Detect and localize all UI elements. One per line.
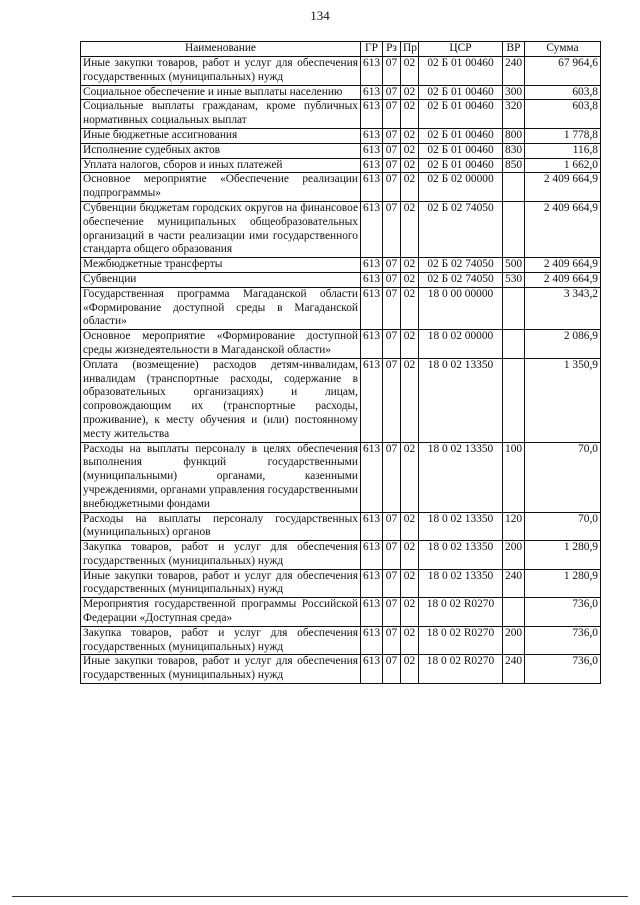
cell-name: Иные бюджетные ассигнования [81,128,361,143]
cell-csr: 18 0 02 13350 [419,512,503,541]
cell-pr: 02 [401,569,419,598]
cell-rz: 07 [383,655,401,684]
table-row [81,272,601,287]
cell-gr: 613 [361,569,383,598]
cell-sum: 736,0 [525,626,601,655]
cell-name: Исполнение судебных актов [81,143,361,158]
cell-pr: 02 [401,287,419,329]
header-pr: Пр [401,42,419,57]
cell-rz: 07 [383,358,401,442]
cell-vr: 200 [503,626,525,655]
cell-pr: 02 [401,512,419,541]
cell-sum: 2 409 664,9 [525,272,601,287]
cell-sum: 736,0 [525,655,601,684]
cell-gr: 613 [361,272,383,287]
cell-name: Государственная программа Магаданской области «Формирование доступной среды в Магаданской области» [81,287,361,329]
cell-sum: 1 662,0 [525,158,601,173]
table-row [81,287,601,329]
cell-csr: 18 0 02 13350 [419,442,503,512]
cell-pr: 02 [401,655,419,684]
cell-csr: 02 Б 01 00460 [419,85,503,100]
cell-rz: 07 [383,569,401,598]
cell-gr: 613 [361,201,383,257]
cell-gr: 613 [361,85,383,100]
cell-gr: 613 [361,655,383,684]
table-row [81,512,601,541]
table-row [81,569,601,598]
cell-name: Закупка товаров, работ и услуг для обеспечения государственных (муниципальных) нужд [81,541,361,570]
cell-rz: 07 [383,258,401,273]
header-vr: ВР [503,42,525,57]
cell-gr: 613 [361,598,383,627]
budget-table [80,41,601,684]
cell-rz: 07 [383,201,401,257]
cell-csr: 02 Б 01 00460 [419,143,503,158]
cell-sum: 1 280,9 [525,569,601,598]
cell-rz: 07 [383,626,401,655]
cell-csr: 18 0 02 13350 [419,358,503,442]
table-row [81,128,601,143]
cell-vr [503,173,525,202]
cell-vr: 500 [503,258,525,273]
cell-name: Субвенции [81,272,361,287]
cell-csr: 18 0 02 00000 [419,330,503,359]
cell-pr: 02 [401,541,419,570]
header-csr: ЦСР [419,42,503,57]
cell-csr: 02 Б 02 00000 [419,173,503,202]
cell-vr: 100 [503,442,525,512]
cell-sum: 1 778,8 [525,128,601,143]
cell-csr: 02 Б 02 74050 [419,272,503,287]
cell-vr: 830 [503,143,525,158]
cell-name: Расходы на выплаты персоналу в целях обеспечения выполнения функций государственными (муниципальными) органами, казенными учреждениями, органами управления государственными внебюджетными фондами [81,442,361,512]
cell-pr: 02 [401,57,419,86]
cell-pr: 02 [401,143,419,158]
cell-vr [503,201,525,257]
header-row [81,42,601,57]
cell-vr: 850 [503,158,525,173]
cell-csr: 18 0 02 R0270 [419,655,503,684]
cell-vr: 240 [503,569,525,598]
table-row [81,598,601,627]
cell-csr: 18 0 02 13350 [419,569,503,598]
cell-rz: 07 [383,143,401,158]
cell-name: Иные закупки товаров, работ и услуг для обеспечения государственных (муниципальных) нужд [81,655,361,684]
cell-sum: 70,0 [525,442,601,512]
cell-rz: 07 [383,128,401,143]
cell-vr: 300 [503,85,525,100]
cell-name: Оплата (возмещение) расходов детям-инвалидам, инвалидам (транспортные расходы, содержание в образовательных организациях) и лицам, сопровождающим их (транспортные расходы, проживание), к месту обучения и (или) постоянному месту жительства [81,358,361,442]
cell-gr: 613 [361,100,383,129]
cell-pr: 02 [401,258,419,273]
cell-sum: 67 964,6 [525,57,601,86]
header-gr: ГР [361,42,383,57]
cell-rz: 07 [383,442,401,512]
cell-rz: 07 [383,598,401,627]
table-row [81,143,601,158]
cell-rz: 07 [383,287,401,329]
header-rz: Рз [383,42,401,57]
cell-rz: 07 [383,173,401,202]
table-row [81,655,601,684]
cell-rz: 07 [383,158,401,173]
cell-vr: 530 [503,272,525,287]
cell-gr: 613 [361,258,383,273]
cell-name: Основное мероприятие «Обеспечение реализации подпрограммы» [81,173,361,202]
cell-gr: 613 [361,626,383,655]
cell-vr: 120 [503,512,525,541]
cell-csr: 02 Б 01 00460 [419,158,503,173]
cell-sum: 1 280,9 [525,541,601,570]
cell-name: Расходы на выплаты персоналу государственных (муниципальных) органов [81,512,361,541]
table-row [81,85,601,100]
table-row [81,541,601,570]
cell-vr: 320 [503,100,525,129]
cell-rz: 07 [383,57,401,86]
cell-name: Социальные выплаты гражданам, кроме публичных нормативных социальных выплат [81,100,361,129]
cell-name: Основное мероприятие «Формирование доступной среды жизнедеятельности в Магаданской области» [81,330,361,359]
cell-vr [503,330,525,359]
header-name: Наименование [81,42,361,57]
cell-vr [503,598,525,627]
table-row [81,258,601,273]
table-row [81,158,601,173]
bottom-rule [12,896,628,897]
cell-pr: 02 [401,128,419,143]
table-row [81,442,601,512]
cell-rz: 07 [383,512,401,541]
cell-name: Иные закупки товаров, работ и услуг для обеспечения государственных (муниципальных) нужд [81,57,361,86]
cell-gr: 613 [361,512,383,541]
cell-gr: 613 [361,158,383,173]
cell-sum: 70,0 [525,512,601,541]
cell-csr: 02 Б 02 74050 [419,201,503,257]
table-row [81,626,601,655]
cell-csr: 02 Б 01 00460 [419,57,503,86]
cell-rz: 07 [383,272,401,287]
cell-csr: 02 Б 01 00460 [419,100,503,129]
cell-gr: 613 [361,442,383,512]
cell-gr: 613 [361,143,383,158]
cell-pr: 02 [401,158,419,173]
cell-gr: 613 [361,173,383,202]
cell-name: Социальное обеспечение и иные выплаты населению [81,85,361,100]
page-number: 134 [310,8,330,23]
cell-pr: 02 [401,201,419,257]
cell-vr [503,287,525,329]
table-row [81,358,601,442]
cell-sum: 2 409 664,9 [525,173,601,202]
cell-csr: 18 0 02 R0270 [419,626,503,655]
cell-sum: 736,0 [525,598,601,627]
cell-pr: 02 [401,85,419,100]
cell-pr: 02 [401,442,419,512]
cell-pr: 02 [401,173,419,202]
cell-sum: 3 343,2 [525,287,601,329]
cell-rz: 07 [383,100,401,129]
table-row [81,100,601,129]
cell-gr: 613 [361,541,383,570]
table-row [81,173,601,202]
cell-vr: 800 [503,128,525,143]
header-sum: Сумма [525,42,601,57]
cell-name: Межбюджетные трансферты [81,258,361,273]
cell-gr: 613 [361,287,383,329]
cell-sum: 2 409 664,9 [525,201,601,257]
cell-sum: 603,8 [525,85,601,100]
cell-name: Уплата налогов, сборов и иных платежей [81,158,361,173]
table-row [81,201,601,257]
cell-csr: 18 0 02 R0270 [419,598,503,627]
cell-vr [503,358,525,442]
cell-gr: 613 [361,128,383,143]
cell-rz: 07 [383,541,401,570]
cell-vr: 240 [503,655,525,684]
cell-pr: 02 [401,358,419,442]
cell-csr: 18 0 00 00000 [419,287,503,329]
cell-pr: 02 [401,100,419,129]
cell-name: Мероприятия государственной программы Российской Федерации «Доступная среда» [81,598,361,627]
cell-rz: 07 [383,85,401,100]
cell-csr: 02 Б 02 74050 [419,258,503,273]
table-row [81,57,601,86]
cell-sum: 2 086,9 [525,330,601,359]
cell-pr: 02 [401,598,419,627]
cell-vr: 240 [503,57,525,86]
cell-gr: 613 [361,358,383,442]
cell-sum: 603,8 [525,100,601,129]
cell-sum: 116,8 [525,143,601,158]
table-row [81,330,601,359]
cell-sum: 1 350,9 [525,358,601,442]
cell-rz: 07 [383,330,401,359]
cell-gr: 613 [361,57,383,86]
cell-pr: 02 [401,272,419,287]
cell-pr: 02 [401,626,419,655]
cell-vr: 200 [503,541,525,570]
cell-name: Закупка товаров, работ и услуг для обеспечения государственных (муниципальных) нужд [81,626,361,655]
cell-csr: 18 0 02 13350 [419,541,503,570]
cell-csr: 02 Б 01 00460 [419,128,503,143]
cell-name: Иные закупки товаров, работ и услуг для обеспечения государственных (муниципальных) нужд [81,569,361,598]
cell-name: Субвенции бюджетам городских округов на финансовое обеспечение муниципальных общеобразовательных организаций в части реализации ими государственного стандарта общего образования [81,201,361,257]
cell-gr: 613 [361,330,383,359]
cell-sum: 2 409 664,9 [525,258,601,273]
cell-pr: 02 [401,330,419,359]
